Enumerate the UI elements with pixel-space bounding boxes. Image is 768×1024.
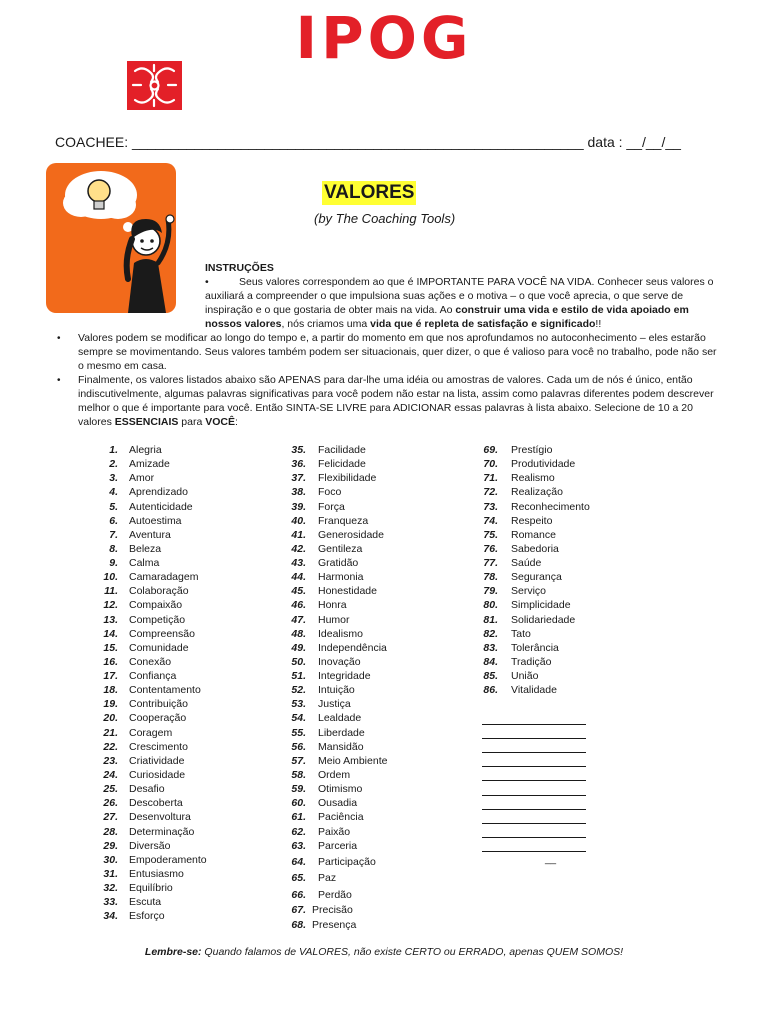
value-number: 55. <box>291 726 306 739</box>
value-label: Camaradagem <box>129 571 199 584</box>
blank-line[interactable] <box>482 809 586 810</box>
value-number: 21. <box>103 726 118 739</box>
blank-line[interactable] <box>482 738 586 739</box>
value-label: Precisão <box>312 904 353 916</box>
page-title: VALORES <box>324 182 415 203</box>
value-item <box>286 655 361 669</box>
value-number: 19. <box>103 698 118 711</box>
value-number: 33. <box>103 896 118 909</box>
value-item <box>100 613 185 627</box>
value-number: 7. <box>109 528 118 541</box>
value-number: 5. <box>109 500 118 513</box>
value-label: Justiça <box>318 698 351 711</box>
value-label: Compreensão <box>129 627 195 640</box>
value-label: Autoestima <box>129 514 182 527</box>
value-label: Franqueza <box>318 514 369 527</box>
value-label: Descoberta <box>129 797 183 810</box>
value-item <box>100 867 184 881</box>
value-number: 24. <box>103 768 118 781</box>
value-number: 67. <box>291 904 306 916</box>
value-label: Equilíbrio <box>129 882 173 895</box>
value-number: 17. <box>103 670 118 683</box>
value-label: Conexão <box>129 655 172 668</box>
value-label: Aventura <box>129 528 171 541</box>
value-item <box>480 443 552 457</box>
value-item <box>480 457 575 471</box>
value-number: 81. <box>483 613 498 626</box>
value-item <box>286 485 341 499</box>
value-number: 4. <box>109 486 118 499</box>
value-label: Mansidão <box>318 740 364 753</box>
small-dash: __ <box>545 854 557 865</box>
value-label: Facilidade <box>318 444 366 456</box>
value-item <box>480 584 546 598</box>
page-subtitle: (by The Coaching Tools) <box>314 211 456 226</box>
value-number: 30. <box>103 853 118 866</box>
value-number: 62. <box>291 825 306 838</box>
value-number: 49. <box>291 641 306 654</box>
bullet-marker: • <box>57 333 61 344</box>
value-item <box>286 711 361 725</box>
instructions-paragraph-3: Finalmente, os valores listados abaixo são APENAS para dar-lhe uma idéia ou amostras de valores. Cada um de nós é único, então indiscutivelmente, algumas palavras significativas para você podem não estar na lista, assim como palavras diferentes podem descrever melhor o que é importante para você. Então SINTA-SE LIVRE para ADICIONAR essas palavras à lista abaixo. Selecione de 10 a 20 valores ESSENCIAIS para VOCÊ: <box>78 374 714 428</box>
value-number: 1. <box>109 444 118 456</box>
value-label: Idealismo <box>318 627 363 640</box>
value-label: Paz <box>318 872 337 885</box>
value-number: 25. <box>103 783 118 796</box>
value-item <box>286 556 358 570</box>
value-item <box>100 542 161 556</box>
value-item <box>286 796 357 810</box>
value-number: 65. <box>291 872 306 885</box>
blank-line[interactable] <box>482 823 586 824</box>
value-label: Simplicidade <box>511 599 571 612</box>
value-item <box>480 471 555 485</box>
value-item <box>286 570 364 584</box>
value-label: Intuição <box>318 684 355 697</box>
value-number: 43. <box>291 557 306 570</box>
value-number: 31. <box>103 867 118 880</box>
value-number: 41. <box>291 528 306 541</box>
value-item <box>286 627 363 641</box>
value-label: Harmonia <box>318 571 364 584</box>
value-label: Segurança <box>511 571 562 584</box>
value-number: 70. <box>483 458 498 471</box>
value-number: 37. <box>291 472 306 485</box>
value-label: Alegria <box>129 444 162 456</box>
value-number: 78. <box>483 571 498 584</box>
value-item <box>286 888 352 902</box>
value-number: 8. <box>109 542 118 555</box>
value-label: Aprendizado <box>129 486 188 499</box>
value-item <box>286 471 376 485</box>
value-number: 3. <box>109 472 118 485</box>
value-label: Crescimento <box>129 740 188 753</box>
value-label: Perdão <box>318 888 352 901</box>
value-label: Paixão <box>318 825 351 838</box>
value-item <box>480 655 551 669</box>
blank-line[interactable] <box>482 795 586 796</box>
value-label: Empoderamento <box>129 853 207 866</box>
value-number: 51. <box>291 670 306 683</box>
value-number: 80. <box>483 599 498 612</box>
value-number: 71. <box>483 472 498 485</box>
value-item <box>480 641 559 655</box>
value-number: 73. <box>483 500 498 513</box>
value-item <box>100 839 170 853</box>
value-number: 77. <box>483 557 498 570</box>
value-label: Flexibilidade <box>318 472 377 485</box>
value-number: 10. <box>103 571 118 584</box>
value-item <box>100 768 185 782</box>
value-number: 12. <box>103 599 118 612</box>
value-item <box>286 598 347 612</box>
value-label: Esforço <box>129 910 165 923</box>
value-item <box>100 485 188 499</box>
value-number: 13. <box>103 613 118 626</box>
value-number: 69. <box>483 444 498 456</box>
value-label: Tradição <box>511 655 552 668</box>
value-item <box>100 457 170 471</box>
value-label: Generosidade <box>318 528 384 541</box>
footer-reminder: Lembre-se: Quando falamos de VALORES, não existe CERTO ou ERRADO, apenas QUEM SOMOS! <box>144 946 624 958</box>
value-item <box>100 556 159 570</box>
value-item <box>100 740 188 754</box>
value-item <box>480 598 571 612</box>
value-number: 58. <box>291 768 306 781</box>
blank-line[interactable] <box>482 837 586 838</box>
bullet-marker: • <box>205 276 209 288</box>
value-number: 48. <box>291 627 306 640</box>
value-item <box>286 669 371 683</box>
value-label: Tato <box>511 627 531 640</box>
value-label: Meio Ambiente <box>318 754 388 767</box>
value-item <box>286 839 357 853</box>
value-item <box>100 627 195 641</box>
value-label: Força <box>318 500 345 513</box>
value-label: Independência <box>318 641 387 654</box>
value-number: 20. <box>103 712 118 725</box>
value-item <box>480 613 575 627</box>
value-number: 28. <box>103 825 118 838</box>
value-label: Parceria <box>318 839 358 852</box>
value-item <box>286 641 387 655</box>
value-label: Diversão <box>129 839 171 852</box>
value-label: Criatividade <box>129 754 185 767</box>
value-number: 2. <box>109 458 118 471</box>
value-item <box>286 613 350 627</box>
value-number: 60. <box>291 797 306 810</box>
value-number: 11. <box>104 585 118 598</box>
value-label: Integridade <box>318 670 371 683</box>
value-label: Presença <box>312 918 357 931</box>
value-label: Escuta <box>129 896 162 909</box>
value-label: Realização <box>511 486 563 499</box>
value-label: Calma <box>129 557 160 570</box>
value-label: Inovação <box>318 655 361 668</box>
value-number: 35. <box>291 444 306 456</box>
value-item <box>100 796 183 810</box>
value-label: Ordem <box>318 768 351 781</box>
value-label: Contribuição <box>129 698 188 711</box>
value-item <box>480 570 562 584</box>
value-number: 66. <box>291 888 306 901</box>
value-item <box>286 457 366 471</box>
value-item <box>286 871 336 885</box>
value-item <box>100 598 182 612</box>
value-number: 61. <box>291 811 306 824</box>
value-item <box>286 782 362 796</box>
value-number: 63. <box>291 839 306 852</box>
value-item <box>100 443 162 457</box>
value-label: Felicidade <box>318 458 366 471</box>
value-number: 34. <box>103 910 118 923</box>
value-label: Foco <box>318 486 342 499</box>
value-label: Desenvoltura <box>129 811 191 824</box>
value-item <box>480 669 538 683</box>
value-label: Desafio <box>129 783 165 796</box>
value-item <box>100 584 189 598</box>
value-item <box>286 825 350 839</box>
value-item <box>286 584 377 598</box>
value-item <box>100 697 188 711</box>
value-number: 32. <box>103 882 118 895</box>
value-item <box>480 500 590 514</box>
value-number: 27. <box>103 811 118 824</box>
value-number: 39. <box>291 500 306 513</box>
ipog-logo: IPOG <box>295 4 473 72</box>
value-number: 16. <box>103 655 118 668</box>
bullet-marker: • <box>57 375 61 386</box>
value-item <box>100 825 194 839</box>
value-label: Amor <box>129 472 155 485</box>
value-item <box>100 754 184 768</box>
value-item <box>286 697 351 711</box>
value-label: Saúde <box>511 557 542 570</box>
value-number: 44. <box>291 571 306 584</box>
blank-line[interactable] <box>482 752 586 753</box>
value-label: Participação <box>318 855 376 868</box>
value-number: 18. <box>103 684 118 697</box>
value-label: Sabedoria <box>511 542 559 555</box>
thinking-person-lightbulb-illustration <box>46 163 176 313</box>
value-number: 29. <box>103 839 118 852</box>
value-item <box>100 726 172 740</box>
value-number: 83. <box>483 641 498 654</box>
value-label: Beleza <box>129 542 162 555</box>
value-label: Solidariedade <box>511 613 576 626</box>
value-label: Prestígio <box>511 444 553 456</box>
value-label: Comunidade <box>129 641 189 654</box>
value-item <box>286 683 355 697</box>
value-item <box>480 542 559 556</box>
value-number: 85. <box>483 670 498 683</box>
value-item <box>286 903 353 917</box>
value-number: 42. <box>291 542 306 555</box>
value-item <box>286 918 356 932</box>
puzzle-hands-logo-icon <box>127 61 182 110</box>
value-item <box>100 641 189 655</box>
value-item <box>100 655 171 669</box>
blank-line[interactable] <box>482 851 586 852</box>
value-item <box>100 782 165 796</box>
value-label: Honra <box>318 599 347 612</box>
value-label: Serviço <box>511 585 547 598</box>
value-item <box>286 542 362 556</box>
value-item <box>286 443 366 457</box>
value-item <box>100 683 201 697</box>
value-item <box>480 556 541 570</box>
value-label: Entusiasmo <box>129 867 184 880</box>
value-item <box>100 514 182 528</box>
value-label: Coragem <box>129 726 173 739</box>
value-label: Paciência <box>318 811 364 824</box>
value-item <box>286 768 350 782</box>
value-label: Romance <box>511 528 556 541</box>
value-label: Honestidade <box>318 585 377 598</box>
value-number: 45. <box>291 585 306 598</box>
value-label: Realismo <box>511 472 555 485</box>
value-label: Confiança <box>129 670 177 683</box>
coachee-line: COACHEE: __________________________________________________________ data : __/__/__ <box>55 134 681 150</box>
value-number: 52. <box>291 684 306 697</box>
value-number: 36. <box>291 458 306 471</box>
value-label: Otimismo <box>318 783 363 796</box>
value-label: Lealdade <box>318 712 362 725</box>
value-label: Autenticidade <box>129 500 193 513</box>
value-number: 86. <box>483 684 498 697</box>
value-label: Determinação <box>129 825 195 838</box>
instructions-paragraph-2: Valores podem se modificar ao longo do tempo e, a partir do momento em que nos aprofundamos no autoconhecimento – eles estarão sempre se movimentando. Seus valores também podem ser situacionais, quer dizer, o que é valioso para você no trabalho, pode não ser o mesmo em casa. <box>78 332 717 372</box>
value-label: Gentileza <box>318 542 363 555</box>
value-item <box>480 683 557 697</box>
value-item <box>100 909 165 923</box>
value-number: 79. <box>483 585 498 598</box>
value-label: Compaixão <box>129 599 183 612</box>
value-label: Respeito <box>511 514 553 527</box>
blank-line[interactable] <box>482 724 586 725</box>
value-label: Vitalidade <box>511 684 557 697</box>
value-number: 74. <box>483 514 498 527</box>
value-number: 46. <box>291 599 306 612</box>
value-number: 15. <box>103 641 118 654</box>
value-item <box>100 895 161 909</box>
value-number: 72. <box>483 486 498 499</box>
instructions-paragraph-1: • Seus valores correspondem ao que é IMPORTANTE PARA VOCÊ NA VIDA. Conhecer seus valores o auxiliará a compreender o que impulsiona suas ações e o motiva – o que você aprecia, o que serve de inspiração e o que gostaria de obter mais na vida. Ao construir uma vida e estilo de vida apoiado em nossos valores, nós criamos uma vida que é repleta de satisfação e significado!! <box>205 276 714 330</box>
value-item <box>480 528 556 542</box>
value-label: Tolerância <box>511 641 559 654</box>
blank-line[interactable] <box>482 766 586 767</box>
value-item <box>480 627 531 641</box>
value-item <box>286 754 387 768</box>
value-number: 82. <box>483 627 498 640</box>
value-item <box>100 669 176 683</box>
value-item <box>100 810 191 824</box>
value-number: 14. <box>103 627 118 640</box>
value-label: Amizade <box>129 458 170 471</box>
value-item <box>100 711 186 725</box>
value-item <box>286 810 364 824</box>
value-number: 59. <box>291 783 306 796</box>
value-label: Produtividade <box>511 458 576 471</box>
blank-line[interactable] <box>482 780 586 781</box>
value-number: 22. <box>103 740 118 753</box>
value-number: 9. <box>109 557 118 570</box>
value-item <box>100 853 207 867</box>
value-number: 56. <box>291 740 306 753</box>
value-label: Gratidão <box>318 557 359 570</box>
value-label: Ousadia <box>318 797 358 810</box>
value-number: 75. <box>483 528 498 541</box>
value-label: Contentamento <box>129 684 201 697</box>
value-number: 50. <box>291 655 306 668</box>
value-item <box>286 528 384 542</box>
value-number: 38. <box>291 486 306 499</box>
value-item <box>100 570 198 584</box>
value-number: 23. <box>103 754 118 767</box>
value-label: Humor <box>318 613 350 626</box>
value-label: Competição <box>129 613 186 626</box>
value-number: 57. <box>291 754 306 767</box>
instructions-heading: INSTRUÇÕES <box>205 262 274 274</box>
value-number: 40. <box>291 514 306 527</box>
value-item <box>100 471 154 485</box>
value-item <box>286 855 376 869</box>
value-number: 64. <box>291 855 306 868</box>
value-label: Reconhecimento <box>511 500 590 513</box>
value-item <box>100 500 193 514</box>
value-item <box>480 514 552 528</box>
value-number: 76. <box>483 542 498 555</box>
value-number: 26. <box>103 797 118 810</box>
value-item <box>286 514 368 528</box>
value-item <box>286 726 365 740</box>
value-label: Cooperação <box>129 712 187 725</box>
value-label: Curiosidade <box>129 768 186 781</box>
value-item <box>480 485 563 499</box>
value-item <box>286 500 345 514</box>
value-number: 47. <box>291 613 306 626</box>
value-label: Colaboração <box>129 585 189 598</box>
value-item <box>100 528 171 542</box>
value-number: 54. <box>291 712 306 725</box>
value-number: 84. <box>483 655 498 668</box>
value-label: Liberdade <box>318 726 365 739</box>
value-number: 68. <box>291 918 306 931</box>
value-number: 6. <box>109 514 118 527</box>
value-item <box>286 740 364 754</box>
value-item <box>100 881 173 895</box>
value-number: 53. <box>291 698 306 711</box>
value-label: União <box>511 670 539 683</box>
